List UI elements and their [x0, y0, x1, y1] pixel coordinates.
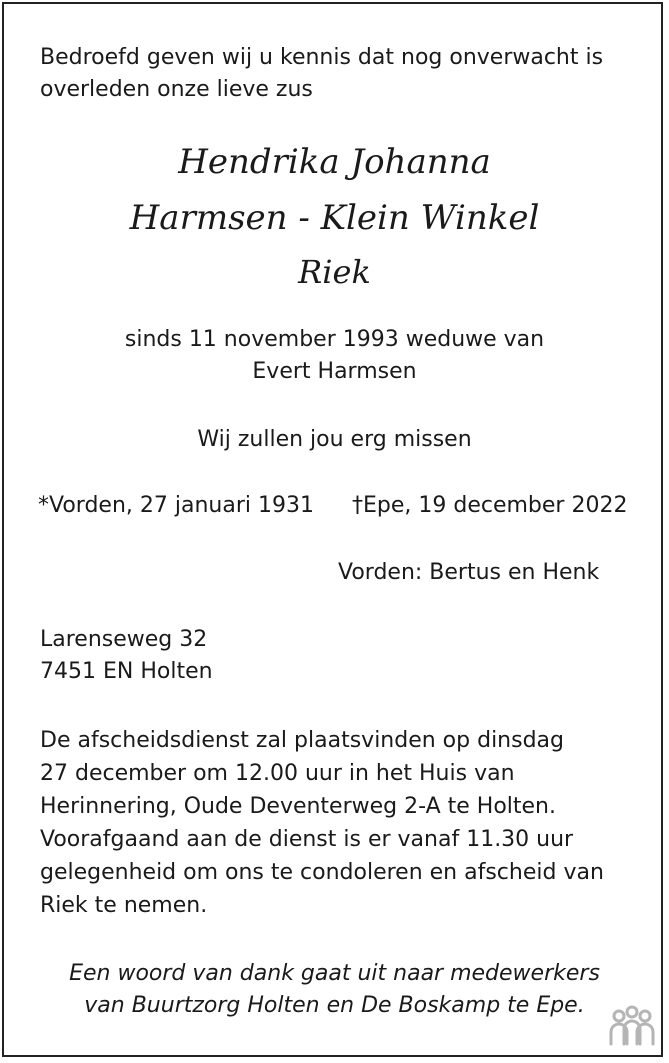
- address-line-1: Larenseweg 32: [40, 627, 208, 652]
- widow-line-2: Evert Harmsen: [252, 359, 417, 384]
- thanks-line-2: van Buurtzorg Holten en De Boskamp te Epe.: [84, 993, 585, 1018]
- service-line-1: De afscheidsdienst zal plaatsvinden op dinsdag: [40, 728, 564, 753]
- people-group-icon: [606, 1004, 658, 1050]
- service-line-3: Herinnering, Oude Deventerweg 2-A te Holten.: [40, 794, 556, 819]
- deceased-name-line-1: Hendrika Johanna: [178, 142, 491, 182]
- family-signature: Vorden: Bertus en Henk: [338, 560, 600, 585]
- service-line-4: Voorafgaand aan de dienst is er vanaf 11.30 uur: [40, 827, 574, 852]
- deceased-name-line-2: Harmsen - Klein Winkel: [129, 198, 540, 238]
- intro-line-1: Bedroefd geven wij u kennis dat nog onverwacht is: [40, 45, 604, 70]
- thanks-line-1: Een woord van dank gaat uit naar medewerkers: [69, 961, 600, 986]
- address-line-2: 7451 EN Holten: [40, 659, 213, 684]
- obituary-card: [2, 2, 663, 1057]
- death-info: †Epe, 19 december 2022: [352, 493, 628, 518]
- service-line-6: Riek te nemen.: [40, 893, 208, 918]
- birth-info: *Vorden, 27 januari 1931: [38, 493, 314, 518]
- service-line-2: 27 december om 12.00 uur in het Huis van: [40, 761, 515, 786]
- service-line-5: gelegenheid om ons te condoleren en afscheid van: [40, 860, 604, 885]
- widow-line-1: sinds 11 november 1993 weduwe van: [124, 327, 545, 352]
- deceased-nickname: Riek: [298, 253, 371, 291]
- farewell-line: Wij zullen jou erg missen: [197, 427, 472, 452]
- intro-line-2: overleden onze lieve zus: [40, 77, 313, 102]
